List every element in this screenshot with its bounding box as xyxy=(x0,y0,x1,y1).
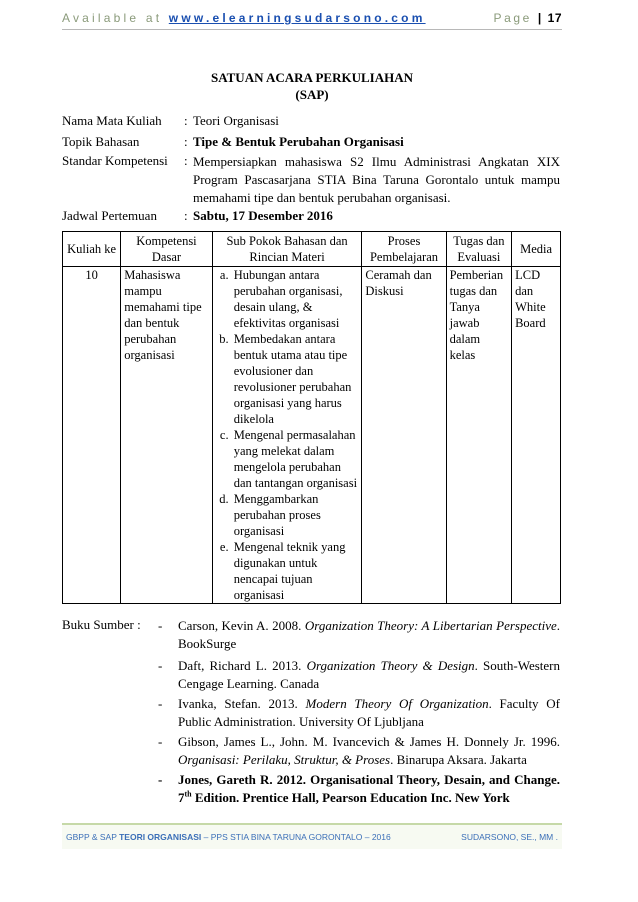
ref-publisher: . South-Western Cengage Learning. Canada xyxy=(178,658,560,691)
page-indicator xyxy=(493,11,562,25)
list-item: e. Mengenal teknik yang digunakan untuk nencapai tujuan organisasi xyxy=(232,539,359,603)
header-media: Media xyxy=(512,232,561,267)
ref-author: Daft, Richard L. 2013. xyxy=(178,658,302,673)
standar-value: Mempersiapkan mahasiswa S2 Ilmu Administrasi Angkatan XIX Program Pascasarjana STIA Bina Taruna Gorontalo untuk mampu memahami tipe dan bentuk perubahan organisasi. xyxy=(193,154,560,205)
ref-title: Organization Theory: A Libertarian Perspective xyxy=(304,618,557,633)
table-row xyxy=(63,267,561,604)
list-item: b. Membedakan antara bentuk utama atau tipe evolusioner dan revolusioner perubahan organisasi yang harus dikelola xyxy=(232,331,359,427)
jadwal-value: Sabtu, 17 Desember 2016 xyxy=(193,208,333,223)
ref-publisher: . BookSurge xyxy=(178,618,561,651)
ref-superscript: th xyxy=(184,789,192,799)
ref-dash: - xyxy=(158,772,163,787)
ref-title: Organisasi: Perilaku, Struktur, & Proses xyxy=(178,752,391,767)
mata-kuliah-label: Nama Mata Kuliah xyxy=(62,113,162,128)
footer-left xyxy=(66,832,391,842)
cell-media: LCD dan White Board xyxy=(512,267,561,604)
site-link[interactable]: www.elearningsudarsono.com xyxy=(168,11,426,25)
header-kompetensi: Kompetensi Dasar xyxy=(121,232,212,267)
list-item: c. Mengenal permasalahan yang melekat dalam mengelola perubahan dan tantangan organisasi xyxy=(232,427,359,491)
jadwal-label: Jadwal Pertemuan xyxy=(62,208,157,223)
mata-kuliah-value: Teori Organisasi xyxy=(193,113,279,128)
cell-kompetensi: Mahasiswa mampu memahami tipe dan bentuk perubahan organisasi xyxy=(121,267,212,604)
ref-dash: - xyxy=(158,658,163,673)
cell-tugas: Pemberian tugas dan Tanya jawab dalam kelas xyxy=(446,267,511,604)
ref-publisher: . Faculty Of Public Administration. University Of Ljubljana xyxy=(178,696,560,729)
reference-item xyxy=(158,657,560,693)
sub-pokok-list xyxy=(216,267,359,603)
buku-sumber-colon: : xyxy=(137,617,141,632)
table-header-row xyxy=(63,232,561,267)
list-item: d. Menggambarkan perubahan proses organisasi xyxy=(232,491,359,539)
page-number: 17 xyxy=(547,11,562,25)
page-footer xyxy=(62,823,562,849)
doc-subtitle: (SAP) xyxy=(295,87,329,102)
header-sub-pokok: Sub Pokok Bahasan dan Rincian Materi xyxy=(212,232,362,267)
footer-suffix: – PPS STIA BINA TARUNA GORONTALO – 2016 xyxy=(203,832,391,842)
page-header xyxy=(62,8,562,32)
ref-publisher: . Binarupa Aksara. Jakarta xyxy=(390,752,527,767)
ref-author: Gibson, James L., John. M. Ivancevich & James H. Donnely Jr. 1996. xyxy=(178,734,560,749)
cell-kuliah: 10 xyxy=(63,267,121,604)
available-prefix: Available at xyxy=(62,11,163,25)
footer-prefix: GBPP & SAP xyxy=(66,832,117,842)
topik-label: Topik Bahasan xyxy=(62,134,140,149)
header-kuliah: Kuliah ke xyxy=(63,232,121,267)
header-proses: Proses Pembelajaran xyxy=(362,232,446,267)
buku-sumber-text: Buku Sumber xyxy=(62,617,134,632)
page-label: Page xyxy=(493,11,532,25)
reference-item xyxy=(158,771,560,807)
header-tugas: Tugas dan Evaluasi xyxy=(446,232,511,267)
ref-title: Organization Theory & Design xyxy=(306,658,475,673)
mata-kuliah-colon: : xyxy=(184,113,188,128)
cell-sub-pokok xyxy=(212,267,362,604)
reference-item xyxy=(158,695,560,731)
standar-colon: : xyxy=(184,153,188,168)
standar-label: Standar Kompetensi xyxy=(62,153,168,168)
jadwal-colon: : xyxy=(184,208,188,223)
ref-author: Carson, Kevin A. 2008. xyxy=(178,618,302,633)
ref-rest: Edition. Prentice Hall, Pearson Education Inc. New York xyxy=(191,790,510,805)
footer-course: TEORI ORGANISASI xyxy=(119,832,202,842)
ref-author: Ivanka, Stefan. 2013. xyxy=(178,696,298,711)
ref-dash: - xyxy=(158,734,163,749)
ref-dash: - xyxy=(158,618,163,633)
ref-title: Modern Theory Of Organization xyxy=(305,696,489,711)
topik-value: Tipe & Bentuk Perubahan Organisasi xyxy=(193,134,404,149)
cell-proses: Ceramah dan Diskusi xyxy=(362,267,446,604)
doc-title: SATUAN ACARA PERKULIAHAN xyxy=(210,70,413,85)
page-separator: | xyxy=(537,11,542,25)
header-rule xyxy=(62,29,562,30)
reference-item xyxy=(158,617,560,653)
ref-main: Jones, Gareth R. 2012. Organisational Theory, Desain, and Change. 7 xyxy=(178,772,560,805)
buku-sumber-label xyxy=(62,617,141,633)
reference-item xyxy=(158,733,560,769)
topik-colon: : xyxy=(184,134,188,149)
sap-table xyxy=(62,231,561,604)
ref-dash: - xyxy=(158,696,163,711)
list-item: a. Hubungan antara perubahan organisasi, desain ulang, & efektivitas organisasi xyxy=(232,267,359,331)
availability-note xyxy=(62,11,426,25)
footer-author: SUDARSONO, SE., MM . xyxy=(461,832,558,842)
